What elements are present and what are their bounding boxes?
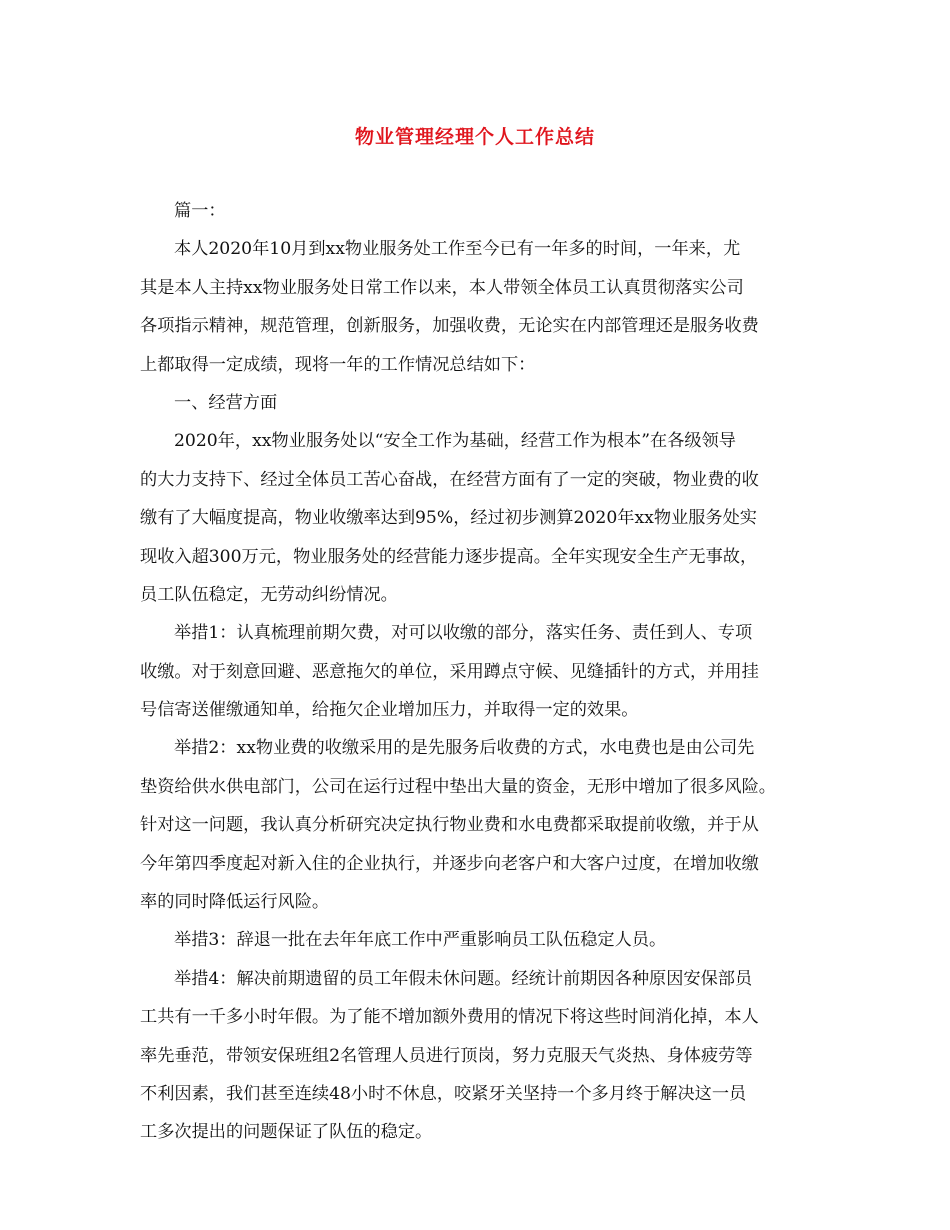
document-title: 物业管理经理个人工作总结 <box>354 126 595 148</box>
text-line: 各项指示精神，规范管理，创新服务，加强收费，无论实在内部管理还是服务收费 <box>140 316 759 337</box>
text-line: 现收入超300万元，物业服务处的经营能力逐步提高。全年实现安全生产无事故， <box>140 546 758 567</box>
text-line: 缴有了大幅度提高，物业收缴率达到95%，经过初步测算2020年xx物业服务处实 <box>140 508 757 529</box>
text-line: 举措3：辞退一批在去年年底工作中严重影响员工队伍稳定人员。 <box>174 930 667 951</box>
text-line: 本人2020年10月到xx物业服务处工作至今已有一年多的时间，一年来，尤 <box>174 239 741 260</box>
text-line: 不利因素，我们甚至连续48小时不休息，咬紧牙关坚持一个多月终于解决这一员 <box>140 1083 747 1104</box>
text-line: 率的同时降低运行风险。 <box>140 892 330 913</box>
text-line: 率先垂范，带领安保班组2名管理人员进行顶岗，努力克服天气炎热、身体疲劳等 <box>140 1045 753 1066</box>
text-line: 一、经营方面 <box>174 392 278 413</box>
text-line: 举措2：xx物业费的收缴采用的是先服务后收费的方式，水电费也是由公司先 <box>174 738 755 759</box>
text-line: 工共有一千多小时年假。为了能不增加额外费用的情况下将这些时间消化掉，本人 <box>140 1007 759 1028</box>
text-line: 工多次提出的问题保证了队伍的稳定。 <box>140 1122 433 1143</box>
text-line: 上都取得一定成绩，现将一年的工作情况总结如下： <box>140 354 536 375</box>
text-line: 员工队伍稳定，无劳动纠纷情况。 <box>140 584 398 605</box>
text-line: 2020年，xx物业服务处以“安全工作为基础，经营工作为根本”在各级领导 <box>174 431 736 452</box>
text-line: 举措4：解决前期遗留的员工年假未休问题。经统计前期因各种原因安保部员 <box>174 968 753 989</box>
text-line: 针对这一问题，我认真分析研究决定执行物业费和水电费都采取提前收缴，并于从 <box>140 815 759 836</box>
text-line: 其是本人主持xx物业服务处日常工作以来，本人带领全体员工认真贯彻落实公司 <box>140 277 744 298</box>
text-line: 举措1：认真梳理前期欠费，对可以收缴的部分，落实任务、责任到人、专项 <box>174 623 753 644</box>
text-line: 今年第四季度起对新入住的企业执行，并逐步向老客户和大客户过度，在增加收缴 <box>140 853 759 874</box>
text-line: 的大力支持下、经过全体员工苦心奋战，在经营方面有了一定的突破，物业费的收 <box>140 469 759 490</box>
document-body <box>140 192 816 1152</box>
text-line: 垫资给供水供电部门，公司在运行过程中垫出大量的资金，无形中增加了很多风险。 <box>140 776 776 797</box>
text-line: 号信寄送催缴通知单，给拖欠企业增加压力，并取得一定的效果。 <box>140 700 639 721</box>
text-line: 收缴。对于刻意回避、恶意拖欠的单位，采用蹲点守候、见缝插针的方式，并用挂 <box>140 661 759 682</box>
text-line: 篇一： <box>174 201 226 221</box>
